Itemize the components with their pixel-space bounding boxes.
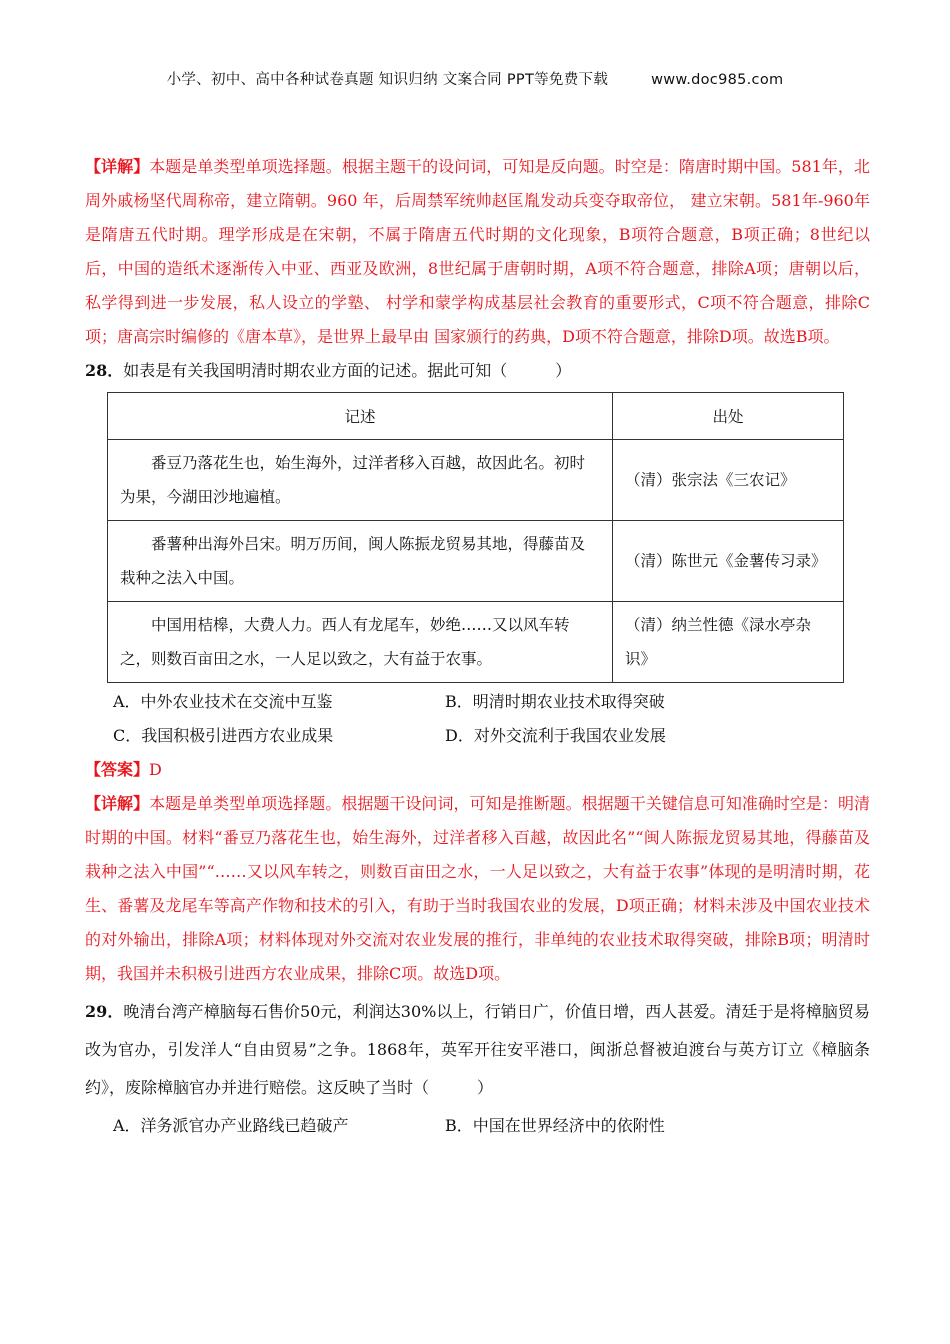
explain-tag: 【详解】 bbox=[85, 157, 150, 176]
header-url[interactable]: www.doc985.com bbox=[651, 72, 784, 88]
option-a: A．洋务派官办产业路线已趋破产 bbox=[113, 1116, 349, 1135]
option-c: C．我国积极引进西方农业成果 bbox=[113, 726, 334, 745]
q29-stem bbox=[85, 993, 870, 1107]
option-a: A．中外农业技术在交流中互鉴 bbox=[113, 692, 333, 711]
record-cell: 番薯种出海外吕宋。明万历间，闽人陈振龙贸易其地，得藤苗及栽种之法入中国。 bbox=[108, 521, 613, 602]
answer-value: D bbox=[149, 760, 162, 779]
page-header bbox=[0, 68, 950, 89]
table-row bbox=[108, 440, 844, 521]
explain-text: 本题是单类型单项选择题。根据题干设问词，可知是推断题。根据题干关键信息可知准确时空是：明清时期的中国。材料“番豆乃落花生也，始生海外，过洋者移入百越，故因此名”“闽人陈振龙贸易其地，得藤苗及栽种之法入中国”“……又以风车转之，则数百亩田之水，一人足以致之，大有益于农事”体现的是明清时期，花生、番薯及龙尾车等高产作物和技术的引入，有助于当时我国农业的发展，D项正确；材料未涉及中国农业技术的对外输出，排除A项；材料体现对外交流对农业发展的推行，非单纯的农业技术取得突破，排除B项；明清时期，我国并未积极引进西方农业成果，排除C项。故选D项。 bbox=[85, 794, 870, 983]
option-b: B．中国在世界经济中的依附性 bbox=[445, 1116, 665, 1135]
records-table bbox=[107, 392, 844, 683]
document-body bbox=[85, 150, 870, 1143]
q28-answer bbox=[85, 753, 870, 787]
answer-tag: 【答案】 bbox=[85, 760, 150, 779]
option-b: B．明清时期农业技术取得突破 bbox=[445, 692, 665, 711]
question-number: 28． bbox=[85, 361, 124, 380]
q28-stem bbox=[85, 354, 870, 388]
question-text: 晚清台湾产樟脑每石售价50元，利润达30%以上，行销日广，价值日增，西人甚爱。清廷于是将樟脑贸易改为官办，引发洋人“自由贸易”之争。1868年，英军开往安平港口，闽浙总督被迫渡台与英方订立《樟脑条约》，废除樟脑官办并进行赔偿。这反映了当时（ ） bbox=[85, 1002, 870, 1097]
explain-tag: 【详解】 bbox=[85, 794, 150, 813]
table-header-cell: 出处 bbox=[613, 393, 844, 440]
source-cell: （清）纳兰性德《渌水亭杂识》 bbox=[613, 602, 844, 683]
header-text: 小学、初中、高中各种试卷真题 知识归纳 文案合同 PPT等免费下载 bbox=[166, 72, 609, 88]
record-cell: 中国用桔槔，大费人力。西人有龙尾车，妙绝……又以风车转之，则数百亩田之水，一人足以致之，大有益于农事。 bbox=[108, 602, 613, 683]
q27-explanation bbox=[85, 150, 870, 354]
table-header-cell: 记述 bbox=[108, 393, 613, 440]
table-header-row bbox=[108, 393, 844, 440]
question-text: 如表是有关我国明清时期农业方面的记述。据此可知（ ） bbox=[123, 361, 572, 380]
explain-text: 本题是单类型单项选择题。根据主题干的设问词，可知是反向题。时空是：隋唐时期中国。581年，北周外戚杨坚代周称帝，建立隋朝。960 年，后周禁军统帅赵匡胤发动兵变夺取帝位， 建立宋朝。581年-960年是隋唐五代时期。理学形成是在宋朝，不属于隋唐五代时期的文化现象，B项符合题意，B项正确；8世纪以后，中国的造纸术逐渐传入中亚、西亚及欧洲，8世纪属于唐朝时期，A项不符合题意，排除A项；唐朝以后，私学得到进一步发展，私人设立的学塾、 村学和蒙学构成基层社会教育的重要形式，C项不符合题意，排除C项；唐高宗时编修的《唐本草》，是世界上最早由 国家颁行的药典，D项不符合题意，排除D项。故选B项。 bbox=[85, 157, 870, 346]
source-cell: （清）张宗法《三农记》 bbox=[613, 440, 844, 521]
table-row bbox=[108, 521, 844, 602]
q28-explanation bbox=[85, 787, 870, 991]
option-d: D．对外交流利于我国农业发展 bbox=[445, 726, 666, 745]
question-number: 29． bbox=[85, 1002, 124, 1021]
q29-options bbox=[85, 1109, 870, 1143]
source-cell: （清）陈世元《金薯传习录》 bbox=[613, 521, 844, 602]
q28-options bbox=[85, 685, 870, 753]
record-cell: 番豆乃落花生也，始生海外，过洋者移入百越，故因此名。初时为果，今湖田沙地遍植。 bbox=[108, 440, 613, 521]
table-row bbox=[108, 602, 844, 683]
